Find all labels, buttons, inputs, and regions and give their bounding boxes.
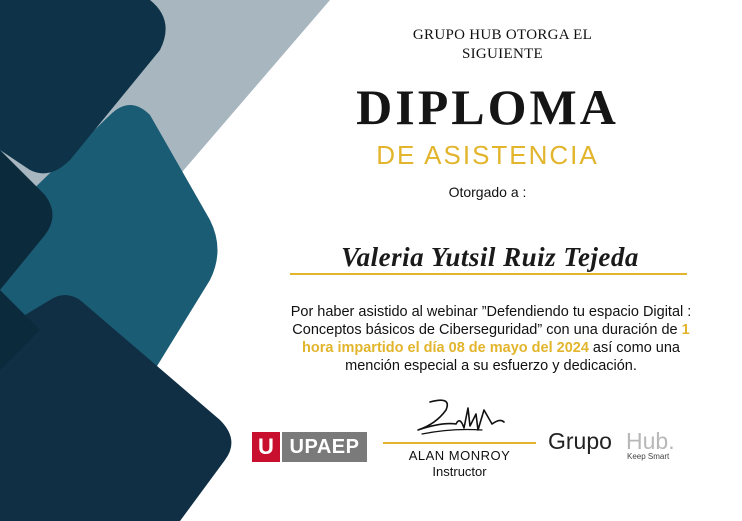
grupo-hub-logo [548, 428, 688, 462]
issuer-line-2: SIGUIENTE [461, 46, 544, 62]
recipient-underline [290, 273, 687, 275]
grupo-hub-logo-text-1: Grupo [548, 428, 612, 454]
recipient-name: Valeria Yutsil Ruiz Tejeda [341, 242, 639, 272]
diploma-body-text [282, 303, 700, 375]
upaep-logo-mark: U [252, 432, 280, 462]
body-text-part-2: así como una mención especial a su esfuerzo y dedicación. [345, 340, 680, 374]
grupo-hub-tagline: Keep Smart [627, 452, 670, 461]
signer-name: ALAN MONROY [408, 448, 511, 463]
upaep-logo-text: UPAEP [282, 432, 367, 462]
signature-line [383, 442, 536, 444]
diploma-subtitle: DE ASISTENCIA [376, 140, 599, 170]
issuer-line-1: GRUPO HUB OTORGA EL [412, 27, 593, 43]
signer-role: Instructor [432, 464, 487, 479]
upaep-logo [252, 432, 367, 462]
grupo-hub-logo-text-2: Hub. [626, 428, 675, 454]
diploma-title: DIPLOMA [356, 79, 619, 135]
awarded-to-label: Otorgado a : [448, 184, 527, 200]
body-text-part-1: Por haber asistido al webinar ”Defendiendo tu espacio Digital : Conceptos básicos de Ciberseguridad” con una duración de [290, 304, 692, 338]
body-highlight: 1 hora impartido el día 08 de mayo del 2024 [302, 322, 690, 356]
signature-image [412, 394, 508, 442]
issuer-heading [380, 26, 625, 64]
